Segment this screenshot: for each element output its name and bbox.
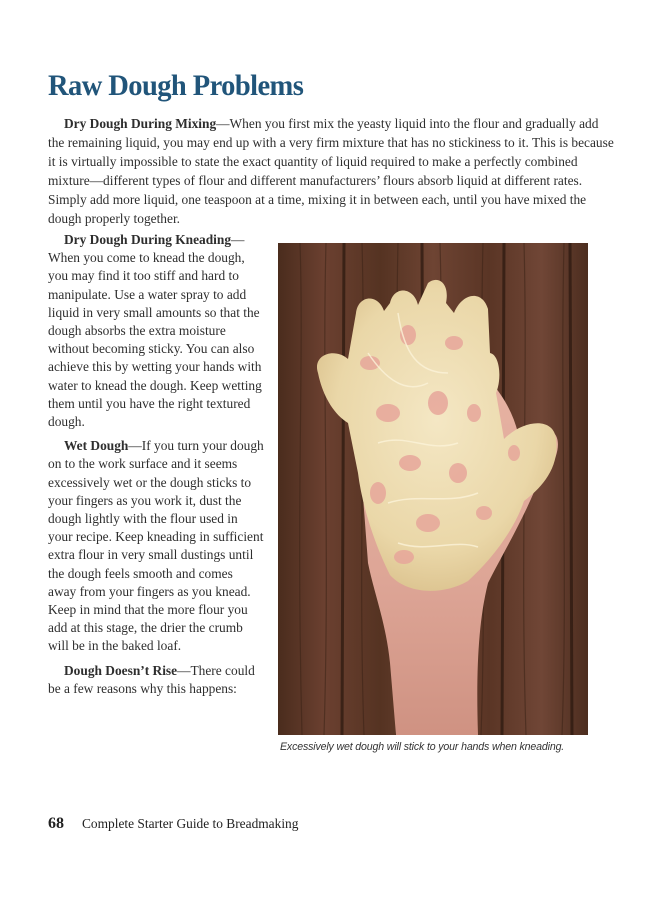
term-dry-dough-kneading: Dry Dough During Kneading: [64, 232, 232, 247]
term-dough-doesnt-rise: Dough Doesn’t Rise: [64, 662, 178, 678]
dough-hand-photo: [278, 243, 588, 735]
page-footer: [48, 814, 298, 834]
term-dry-dough-mixing: Dry Dough During Mixing: [64, 116, 217, 131]
section-dry-dough-kneading: [48, 231, 264, 431]
photo-caption: Excessively wet dough will stick to your hands when kneading.: [280, 741, 565, 753]
page-number: 68: [48, 815, 64, 832]
page-title: Raw Dough Problems: [48, 69, 304, 102]
intro-paragraph: [48, 115, 616, 228]
section-text: —If you turn your dough on to the work surface and it seems excessively wet or the dough sticks to your fingers as you work it, dust the dough lightly with the flour used in your recipe. Keep kneading in sufficient extra flour in very small dustings until the dough feels smooth and comes away from your fingers as you knead. Keep in mind that the more flour you add at this stage, the drier the crumb will be in the baked loaf.: [48, 438, 264, 654]
section-text: —There could be a few reasons why this happens:: [48, 662, 255, 696]
intro-text: —When you first mix the yeasty liquid into the flour and gradually add the remaining liquid, you may end up with a very firm mixture that has no stickiness to it. This is because it is virtually impossible to state the exact quantity of liquid required to make a perfectly combined mixture—different types of flour and different manufacturers’ flours absorb liquid at different rates. Simply add more liquid, one teaspoon at a time, mixing it in between each, until you have mixed the dough properly together.: [48, 116, 614, 226]
section-text: —When you come to knead the dough, you may find it too stiff and hard to manipulate. Use a water spray to add liquid in very small amounts so that the dough absorbs the extra moisture without becoming sticky. You can also achieve this by wetting your hands with water to knead the dough. Keep wetting them until you have the right textured dough.: [48, 232, 262, 430]
term-wet-dough: Wet Dough: [64, 438, 129, 454]
section-wet-dough: [48, 437, 264, 655]
section-dough-doesnt-rise: [48, 662, 264, 698]
left-column: [48, 231, 264, 704]
dough-hand-illustration: [278, 243, 588, 735]
book-title: Complete Starter Guide to Breadmaking: [82, 816, 299, 831]
